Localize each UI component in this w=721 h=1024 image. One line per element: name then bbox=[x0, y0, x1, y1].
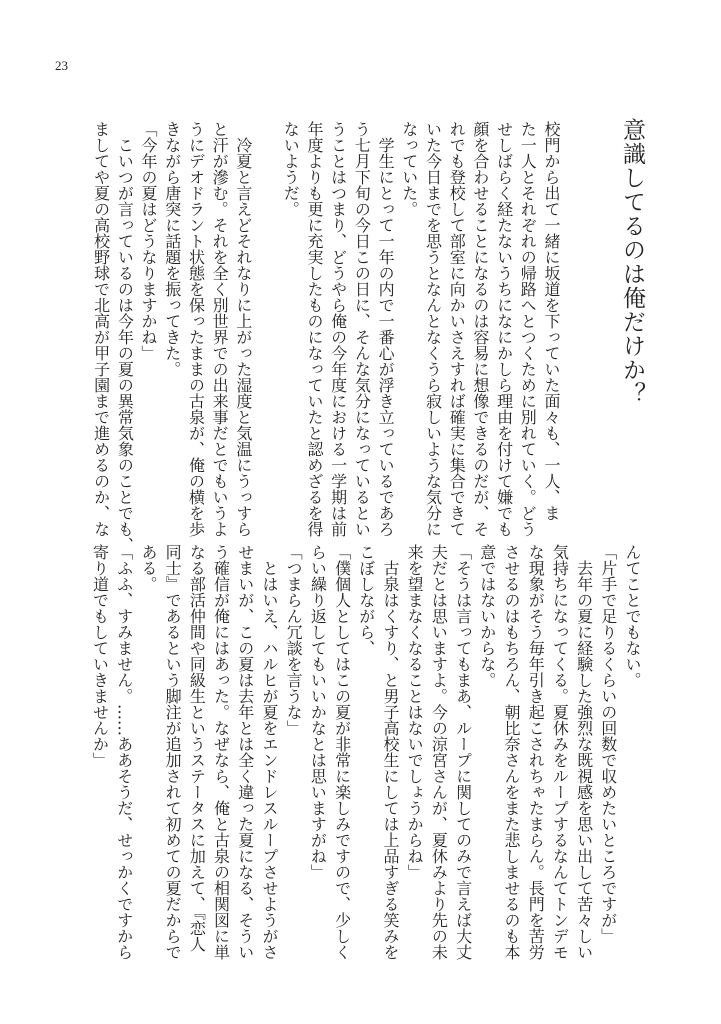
text-column: いた今日までを思うとなんとなくうら寂しいような気分に bbox=[423, 121, 443, 537]
text-column: 顔を合わせることになるのは容易に想像できるのだが、そ bbox=[470, 121, 490, 537]
text-column: 「そうは言ってもまあ、ループに関してのみで言えば大丈 bbox=[453, 544, 473, 960]
text-column: 校門から出て一緒に坂道を下っていた面々も、一人、ま bbox=[542, 121, 561, 521]
text-column: な現象がそう毎年引き起こされちゃたまらん。長門を苦労 bbox=[526, 544, 546, 960]
body-text-top bbox=[89, 121, 563, 553]
text-column: う確信が俺にはあった。なぜなら、俺と古泉の相関図に単 bbox=[211, 544, 231, 960]
page-number: 23 bbox=[55, 58, 68, 73]
text-column bbox=[255, 121, 279, 531]
text-column: 来を望まなくなることはないでしょうからね」 bbox=[405, 544, 425, 880]
text-column: せしばらく経たないうちになにかしら理由を付けて嫌でも bbox=[494, 121, 514, 537]
text-column: こいつが言っているのは今年の夏の異常気象のことでも、 bbox=[115, 121, 135, 553]
text-column: うことはつまり、どうやら俺の今年度における一学期は前 bbox=[328, 121, 348, 537]
body-text-bottom bbox=[87, 544, 644, 960]
text-column: らい繰り返してもいいかなとは思いますがね」 bbox=[308, 544, 328, 880]
text-column: た一人とそれぞれの帰路へとつくために別れていく。どう bbox=[518, 121, 538, 537]
text-column: と汗が滲む。それを全く別世界での出来事だとでもいうよ bbox=[210, 121, 230, 537]
text-column: きながら唐突に話題を振ってきた。 bbox=[162, 121, 182, 377]
text-column: れでも登校して部室に向かいさえすれば確実に集合できて bbox=[447, 121, 467, 537]
text-column: 「つまらん冗談を言うな」 bbox=[284, 544, 304, 736]
text-column: ないようだ。 bbox=[281, 121, 301, 217]
text-column: 冷夏と言えどそれなりに上がった湿度と気温にうっすら bbox=[233, 121, 253, 537]
text-column: 寄り道でもしていきませんか」 bbox=[90, 544, 110, 768]
text-column: 気持ちになってくる。夏休みをループするなんてトンデモ bbox=[550, 544, 570, 960]
text-column: ある。 bbox=[138, 544, 158, 592]
text-column: とはいえ、ハルヒが夏をエンドレスループさせようがさ bbox=[259, 544, 279, 960]
text-column: 「僕個人としてはこの夏が非常に楽しみですので、少しく bbox=[332, 544, 352, 960]
text-column: うにデオドラント状態を保ったままの古泉が、俺の横を歩 bbox=[186, 121, 206, 537]
text-column: させるのはもちろん、朝比奈さんをまた悲しませるのも本 bbox=[501, 544, 521, 960]
text-column: 年度よりも更に充実したものになっていたと認めざるを得 bbox=[304, 121, 324, 537]
text-column: 同士』であるという脚注が追加されて初めての夏だからで bbox=[163, 544, 183, 960]
text-column: せまいが、この夏は去年とは全く違った夏になる、そうい bbox=[235, 544, 255, 960]
text-column: こぼしながら、 bbox=[356, 544, 376, 656]
text-column: 「片手で足りるくらいの回数で収めたいところですが」 bbox=[598, 544, 618, 944]
text-column: 古泉はくすり、と男子高校生にしては上品すぎる笑みを bbox=[380, 544, 400, 960]
text-column: 「今年の夏はどうなりますかね」 bbox=[139, 121, 159, 361]
text-column: 去年の夏に経験した強烈な既視感を思い出して苦々しい bbox=[574, 544, 594, 960]
text-column: う七月下旬の今日この日に、そんな気分になっているとい bbox=[352, 121, 372, 537]
text-column: 「ふふ、すみません。……ああそうだ、せっかくですから bbox=[114, 544, 134, 960]
chapter-title: 意識してるのは俺だけか？ bbox=[619, 118, 645, 406]
text-column: 学生にとって一年の内で一番心が浮き立っているであろ bbox=[376, 121, 396, 537]
text-column: なっていた。 bbox=[399, 121, 419, 217]
text-column: 意ではないからな。 bbox=[477, 544, 497, 688]
text-column: 夫だとは思いますよ。今の涼宮さんが、夏休みより先の未 bbox=[429, 544, 449, 960]
text-column: なる部活仲間や同級生というステータスに加えて、『恋人 bbox=[187, 544, 207, 952]
text-column: ましてや夏の高校野球で北高が甲子園まで進めるのか、な bbox=[91, 121, 111, 537]
text-column: んてことでもない。 bbox=[623, 544, 642, 688]
